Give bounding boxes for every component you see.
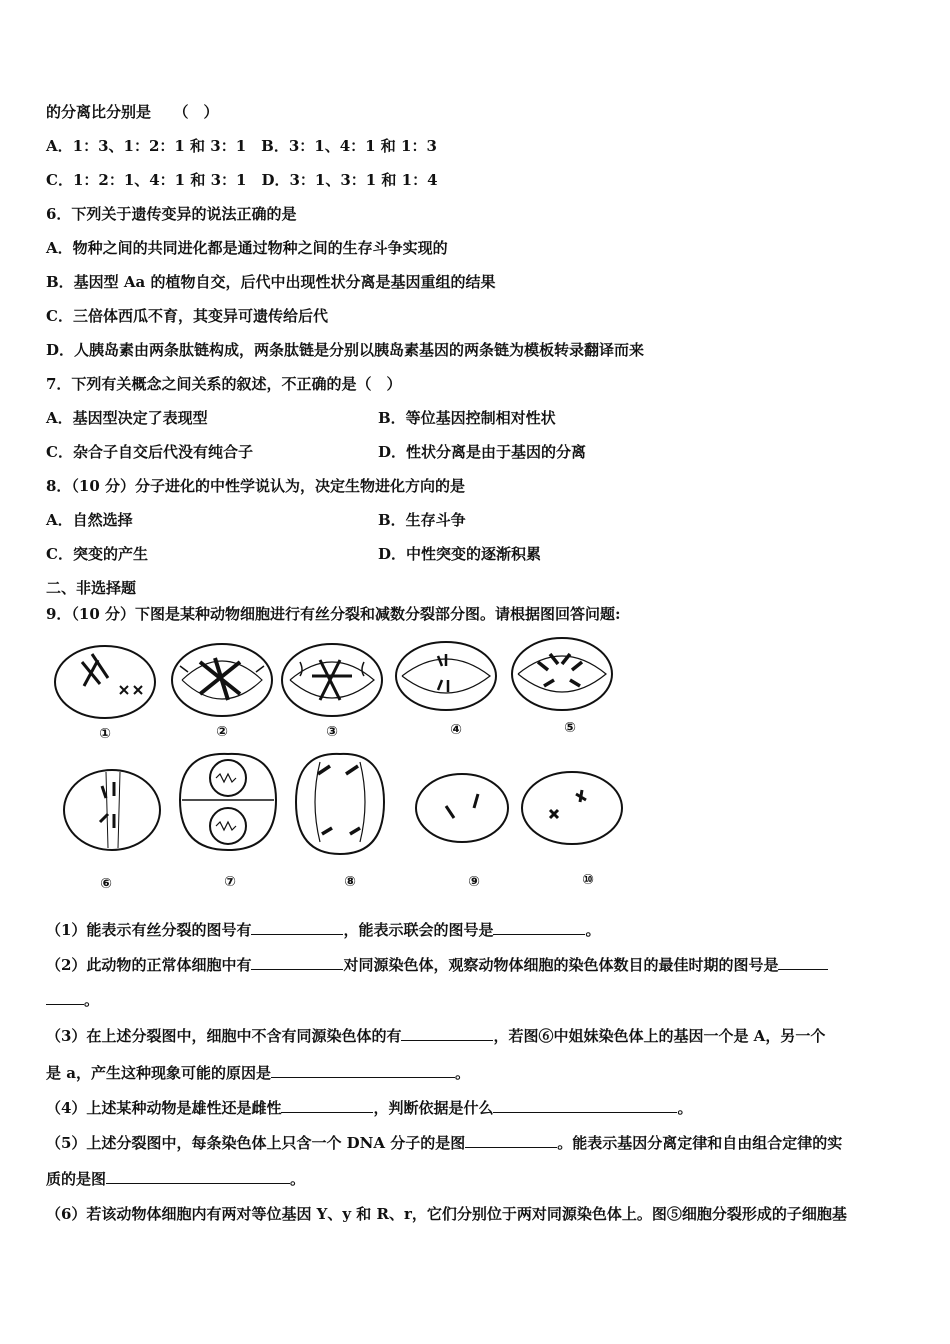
cell-division-figure xyxy=(50,632,640,900)
option-b: B．等位基因控制相对性状 xyxy=(378,409,556,427)
answer-blank[interactable] xyxy=(493,1098,677,1113)
cell-8 xyxy=(296,754,384,854)
subquestion-2-cont: 。 xyxy=(46,990,99,1010)
answer-blank[interactable] xyxy=(46,990,84,1005)
cell-1 xyxy=(55,646,155,718)
option-b: B．基因型 Aa 的植物自交，后代中出现性状分离是基因重组的结果 xyxy=(46,273,496,291)
figure-label: ② xyxy=(216,724,228,740)
option-d: D．中性突变的逐渐积累 xyxy=(378,545,542,563)
subquestion-1: （1）能表示有丝分裂的图号有 ，能表示联会的图号是 。 xyxy=(46,921,601,939)
figure-label: ⑧ xyxy=(344,874,356,890)
option-d: D．性状分离是由于基因的分离 xyxy=(378,443,587,461)
option-a: A．自然选择 xyxy=(46,511,133,529)
subquestion-2: （2）此动物的正常体细胞中有 对同源染色体，观察动物体细胞的染色体数目的最佳时期的图号是 xyxy=(46,955,828,975)
answer-blank[interactable] xyxy=(493,920,585,935)
figure-label: ⑨ xyxy=(468,874,480,890)
figure-label: ⑤ xyxy=(564,720,576,736)
answer-blank[interactable] xyxy=(251,955,343,970)
option-d: D．人胰岛素由两条肽链构成，两条肽链是分别以胰岛素基因的两条链为模板转录翻译而来 xyxy=(46,341,645,359)
figure-label: ① xyxy=(99,726,111,742)
section-heading: 二、非选择题 xyxy=(46,579,137,597)
answer-blank[interactable] xyxy=(281,1098,373,1113)
subquestion-3: （3）在上述分裂图中，细胞中不含有同源染色体的有 ，若图⑥中姐妹染色体上的基因一个是 A，另一个 xyxy=(46,1027,826,1045)
option-c: C．三倍体西瓜不育，其变异可遗传给后代 xyxy=(46,307,328,325)
text-line: 的分离比分别是 （ ） xyxy=(46,103,219,121)
figure-label: ③ xyxy=(326,724,338,740)
figure-label: ⑩ xyxy=(582,872,594,888)
figure-label: ⑦ xyxy=(224,874,236,890)
cell-4 xyxy=(396,642,496,710)
answer-blank[interactable] xyxy=(778,955,828,970)
answer-blank[interactable] xyxy=(106,1169,290,1184)
subquestion-5: （5）上述分裂图中，每条染色体上只含一个 DNA 分子的是图 。能表示基因分离定律和自由组合定律的实 xyxy=(46,1134,843,1152)
cell-9 xyxy=(416,774,508,842)
option-b: B．生存斗争 xyxy=(378,511,466,529)
question-8: 8．（10 分）分子进化的中性学说认为，决定生物进化方向的是 xyxy=(46,477,466,495)
question-6: 6．下列关于遗传变异的说法正确的是 xyxy=(46,205,297,223)
answer-blank[interactable] xyxy=(465,1133,557,1148)
answer-blank[interactable] xyxy=(251,920,343,935)
subquestion-5-cont: 质的是图 。 xyxy=(46,1170,306,1188)
option-a: A．基因型决定了表现型 xyxy=(46,409,208,427)
cell-10 xyxy=(522,772,622,844)
figure-label: ④ xyxy=(450,722,462,738)
cell-3 xyxy=(282,644,382,716)
question-7: 7．下列有关概念之间关系的叙述，不正确的是（ ） xyxy=(46,375,402,393)
cell-5 xyxy=(512,638,612,710)
cell-6 xyxy=(64,770,160,850)
cell-2 xyxy=(172,644,272,716)
option-line: C．1：2：1、4：1 和 3：1 D．3：1、3：1 和 1：4 xyxy=(46,171,438,189)
option-c: C．突变的产生 xyxy=(46,545,148,563)
answer-blank[interactable] xyxy=(401,1026,493,1041)
figure-label: ⑥ xyxy=(100,876,112,892)
option-c: C．杂合子自交后代没有纯合子 xyxy=(46,443,253,461)
option-line: A．1：3、1：2：1 和 3：1 B．3：1、4：1 和 1：3 xyxy=(46,137,437,155)
question-9: 9．（10 分）下图是某种动物细胞进行有丝分裂和减数分裂部分图。请根据图回答问题: xyxy=(46,605,621,623)
option-a: A．物种之间的共同进化都是通过物种之间的生存斗争实现的 xyxy=(46,239,448,257)
subquestion-4: （4）上述某种动物是雄性还是雌性 ，判断依据是什么 。 xyxy=(46,1099,693,1117)
cell-7 xyxy=(180,754,276,850)
subquestion-3-cont: 是 a，产生这种现象可能的原因是 。 xyxy=(46,1064,470,1082)
answer-blank[interactable] xyxy=(271,1063,455,1078)
subquestion-6: （6）若该动物体细胞内有两对等位基因 Y、y 和 R、r，它们分别位于两对同源染色体上。图⑤细胞分裂形成的子细胞基 xyxy=(46,1205,847,1223)
